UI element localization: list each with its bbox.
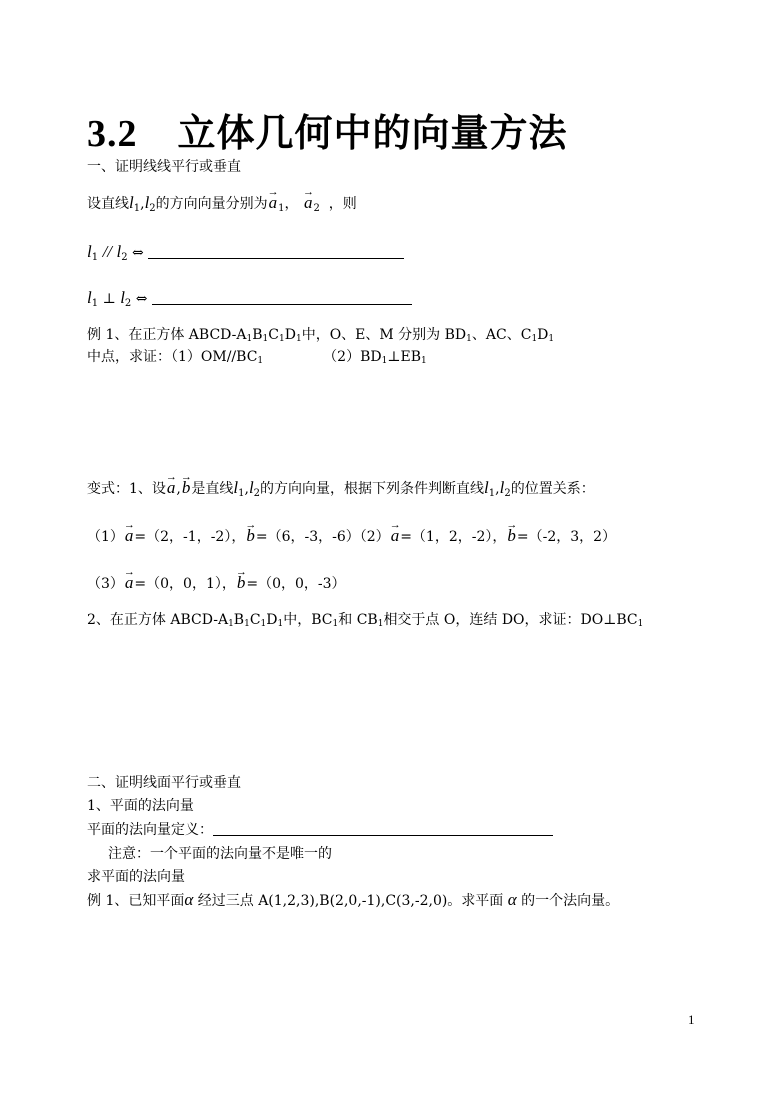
title-text: 立体几何中的向量方法	[177, 110, 568, 155]
perpendicular-condition: $l_1$ ⊥ $l_2$ ⇔	[87, 288, 412, 309]
variant-case3: （3）→ a=（0，0，1），→ b=（0，0，-3）	[87, 573, 346, 594]
section2-example1: 例 1、已知平面α 经过三点 A(1,2,3),B(2,0,-1),C(3,-2,0)。求平面 α 的一个法向量。	[87, 890, 620, 909]
variant-intro: 变式：1、设→ a,→ b是直线$l_1,l_2$的方向向量，根据下列条件判断直线$l_1,l_2$的位置关系：	[87, 478, 595, 499]
vector-a: → a	[268, 193, 279, 213]
normal-definition: 平面的法向量定义：	[87, 820, 553, 840]
normal-note: 注意：一个平面的法向量不是唯一的	[108, 846, 332, 862]
setup-line: 设直线$l_1,l_2$的方向向量分别为→ $a_1$， → $a_2$ ，则	[87, 193, 357, 214]
parallel-blank[interactable]	[148, 244, 404, 259]
example1-line1: 例 1、在正方体 ABCD-A1B1C1D1中，O、E、M 分别为 BD1、AC、C1D1	[87, 327, 555, 344]
definition-blank[interactable]	[213, 821, 553, 836]
section1-heading: 一、证明线线平行或垂直	[87, 159, 241, 175]
problem2: 2、在正方体 ABCD-A1B1C1D1中，BC1和 CB1相交于点 O，连结 DO，求证：DO⊥BC1	[87, 612, 644, 629]
page-title	[87, 108, 568, 159]
vector-a: → a	[303, 193, 314, 213]
perpendicular-blank[interactable]	[152, 290, 412, 305]
title-number: 3.2	[87, 113, 138, 155]
section2-heading: 二、证明线面平行或垂直	[87, 775, 241, 791]
variant-case1-2: （1）→ a=（2，-1，-2），→ b=（6，-3，-6）（2）→ a=（1，2，-2），→ b=（-2，3，2）	[87, 526, 616, 547]
find-normal-label: 求平面的法向量	[87, 869, 185, 885]
example1-line2: 中点，求证：（1）OM//BC1 （2）BD1⊥EB1	[87, 349, 427, 366]
parallel-condition: $l_1 // l_2$ ⇔	[87, 242, 404, 263]
page-number: 1	[688, 1012, 695, 1027]
section2-sub1: 1、平面的法向量	[87, 798, 194, 814]
